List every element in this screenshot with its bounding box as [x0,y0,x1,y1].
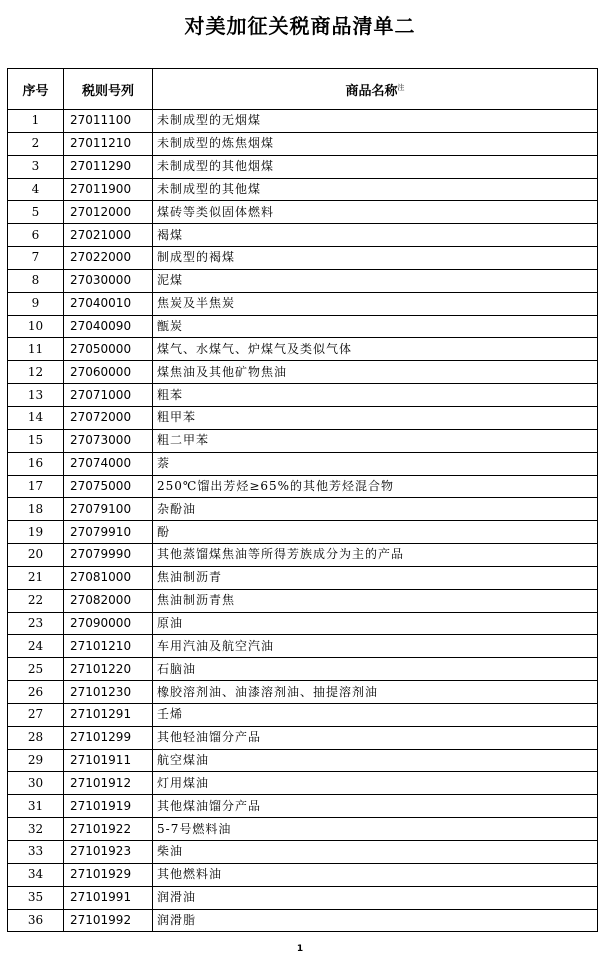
row-index-cell: 28 [8,726,64,749]
row-index-cell: 27 [8,703,64,726]
row-index-cell: 8 [8,269,64,292]
row-index-cell: 9 [8,292,64,315]
table-row [8,361,598,384]
table-row [8,338,598,361]
header-tariff-code: 税则号列 [64,69,153,110]
row-index-cell: 17 [8,475,64,498]
row-product-name-cell: 其他燃料油 [153,863,598,886]
row-product-name-cell: 润滑油 [153,886,598,909]
table-header-row [8,69,598,110]
header-product-name [153,69,598,110]
row-index-cell: 15 [8,429,64,452]
row-index-cell: 24 [8,635,64,658]
table-row [8,429,598,452]
table-row [8,726,598,749]
table-row [8,909,598,932]
table-row [8,544,598,567]
row-tariff-code-cell: 27011100 [64,110,153,133]
row-index-cell: 25 [8,658,64,681]
table-row [8,841,598,864]
row-index-cell: 1 [8,110,64,133]
row-tariff-code-cell: 27090000 [64,612,153,635]
row-index-cell: 22 [8,589,64,612]
row-product-name-cell: 煤焦油及其他矿物焦油 [153,361,598,384]
row-tariff-code-cell: 27011210 [64,132,153,155]
row-tariff-code-cell: 27072000 [64,406,153,429]
row-tariff-code-cell: 27081000 [64,566,153,589]
table-body [8,110,598,932]
row-product-name-cell: 杂酚油 [153,498,598,521]
row-tariff-code-cell: 27040010 [64,292,153,315]
row-tariff-code-cell: 27101923 [64,841,153,864]
row-index-cell: 13 [8,384,64,407]
row-index-cell: 16 [8,452,64,475]
row-product-name-cell: 泥煤 [153,269,598,292]
row-tariff-code-cell: 27101911 [64,749,153,772]
header-index: 序号 [8,69,64,110]
table-row [8,818,598,841]
row-tariff-code-cell: 27101210 [64,635,153,658]
row-product-name-cell: 粗甲苯 [153,406,598,429]
row-product-name-cell: 制成型的褐煤 [153,247,598,270]
row-tariff-code-cell: 27079990 [64,544,153,567]
row-tariff-code-cell: 27011290 [64,155,153,178]
row-index-cell: 21 [8,566,64,589]
row-product-name-cell: 壬烯 [153,703,598,726]
row-index-cell: 34 [8,863,64,886]
row-product-name-cell: 未制成型的无烟煤 [153,110,598,133]
table-row [8,795,598,818]
row-index-cell: 14 [8,406,64,429]
row-product-name-cell: 煤砖等类似固体燃料 [153,201,598,224]
table-row [8,178,598,201]
table-row [8,703,598,726]
row-index-cell: 26 [8,681,64,704]
row-product-name-cell: 未制成型的其他煤 [153,178,598,201]
table-row [8,224,598,247]
row-index-cell: 30 [8,772,64,795]
row-tariff-code-cell: 27079910 [64,521,153,544]
row-index-cell: 23 [8,612,64,635]
table-row [8,635,598,658]
row-product-name-cell: 煤气、水煤气、炉煤气及类似气体 [153,338,598,361]
table-row [8,384,598,407]
table-row [8,589,598,612]
row-tariff-code-cell: 27012000 [64,201,153,224]
row-tariff-code-cell: 27101912 [64,772,153,795]
table-row [8,315,598,338]
row-product-name-cell: 粗苯 [153,384,598,407]
row-tariff-code-cell: 27073000 [64,429,153,452]
row-index-cell: 6 [8,224,64,247]
row-index-cell: 18 [8,498,64,521]
table-row [8,886,598,909]
table-row [8,658,598,681]
row-tariff-code-cell: 27082000 [64,589,153,612]
row-product-name-cell: 润滑脂 [153,909,598,932]
row-tariff-code-cell: 27101922 [64,818,153,841]
row-index-cell: 32 [8,818,64,841]
row-product-name-cell: 焦油制沥青 [153,566,598,589]
table-row [8,247,598,270]
document-title: 对美加征关税商品清单二 [184,14,416,38]
row-product-name-cell: 航空煤油 [153,749,598,772]
table-row [8,292,598,315]
row-tariff-code-cell: 27022000 [64,247,153,270]
table-row [8,521,598,544]
row-index-cell: 36 [8,909,64,932]
table-row [8,201,598,224]
row-product-name-cell: 甑炭 [153,315,598,338]
row-tariff-code-cell: 27079100 [64,498,153,521]
row-index-cell: 4 [8,178,64,201]
row-product-name-cell: 车用汽油及航空汽油 [153,635,598,658]
row-product-name-cell: 柴油 [153,841,598,864]
row-product-name-cell: 萘 [153,452,598,475]
row-index-cell: 35 [8,886,64,909]
row-index-cell: 7 [8,247,64,270]
table-row [8,749,598,772]
row-index-cell: 29 [8,749,64,772]
table-row [8,452,598,475]
row-index-cell: 33 [8,841,64,864]
row-product-name-cell: 褐煤 [153,224,598,247]
row-index-cell: 10 [8,315,64,338]
row-product-name-cell: 石脑油 [153,658,598,681]
table-row [8,269,598,292]
table-row [8,863,598,886]
row-index-cell: 2 [8,132,64,155]
row-product-name-cell: 灯用煤油 [153,772,598,795]
row-tariff-code-cell: 27075000 [64,475,153,498]
row-index-cell: 19 [8,521,64,544]
row-tariff-code-cell: 27101291 [64,703,153,726]
row-product-name-cell: 未制成型的其他烟煤 [153,155,598,178]
row-index-cell: 3 [8,155,64,178]
row-tariff-code-cell: 27050000 [64,338,153,361]
row-index-cell: 31 [8,795,64,818]
row-tariff-code-cell: 27101919 [64,795,153,818]
row-product-name-cell: 其他轻油馏分产品 [153,726,598,749]
row-product-name-cell: 其他蒸馏煤焦油等所得芳族成分为主的产品 [153,544,598,567]
row-product-name-cell: 焦油制沥青焦 [153,589,598,612]
row-product-name-cell: 250℃馏出芳烃≥65%的其他芳烃混合物 [153,475,598,498]
row-index-cell: 12 [8,361,64,384]
row-product-name-cell: 原油 [153,612,598,635]
row-product-name-cell: 焦炭及半焦炭 [153,292,598,315]
row-product-name-cell: 其他煤油馏分产品 [153,795,598,818]
row-product-name-cell: 粗二甲苯 [153,429,598,452]
row-index-cell: 5 [8,201,64,224]
table-row [8,110,598,133]
table-row [8,498,598,521]
header-note-marker: 注 [397,83,405,92]
table-row [8,612,598,635]
row-tariff-code-cell: 27101992 [64,909,153,932]
row-product-name-cell: 5-7号燃料油 [153,818,598,841]
tariff-list-table [7,68,598,932]
table-row [8,681,598,704]
table-row [8,155,598,178]
row-tariff-code-cell: 27011900 [64,178,153,201]
row-tariff-code-cell: 27060000 [64,361,153,384]
header-product-name-label: 商品名称 [345,83,398,99]
row-product-name-cell: 未制成型的炼焦烟煤 [153,132,598,155]
table-row [8,132,598,155]
row-product-name-cell: 酚 [153,521,598,544]
row-tariff-code-cell: 27101220 [64,658,153,681]
table-row [8,406,598,429]
row-tariff-code-cell: 27030000 [64,269,153,292]
row-tariff-code-cell: 27071000 [64,384,153,407]
row-tariff-code-cell: 27074000 [64,452,153,475]
row-tariff-code-cell: 27101230 [64,681,153,704]
row-tariff-code-cell: 27101299 [64,726,153,749]
table-row [8,566,598,589]
row-product-name-cell: 橡胶溶剂油、油漆溶剂油、抽提溶剂油 [153,681,598,704]
row-tariff-code-cell: 27101929 [64,863,153,886]
row-tariff-code-cell: 27021000 [64,224,153,247]
table-row [8,772,598,795]
row-tariff-code-cell: 27040090 [64,315,153,338]
row-index-cell: 20 [8,544,64,567]
page-number: 1 [296,944,304,954]
row-index-cell: 11 [8,338,64,361]
table-row [8,475,598,498]
row-tariff-code-cell: 27101991 [64,886,153,909]
